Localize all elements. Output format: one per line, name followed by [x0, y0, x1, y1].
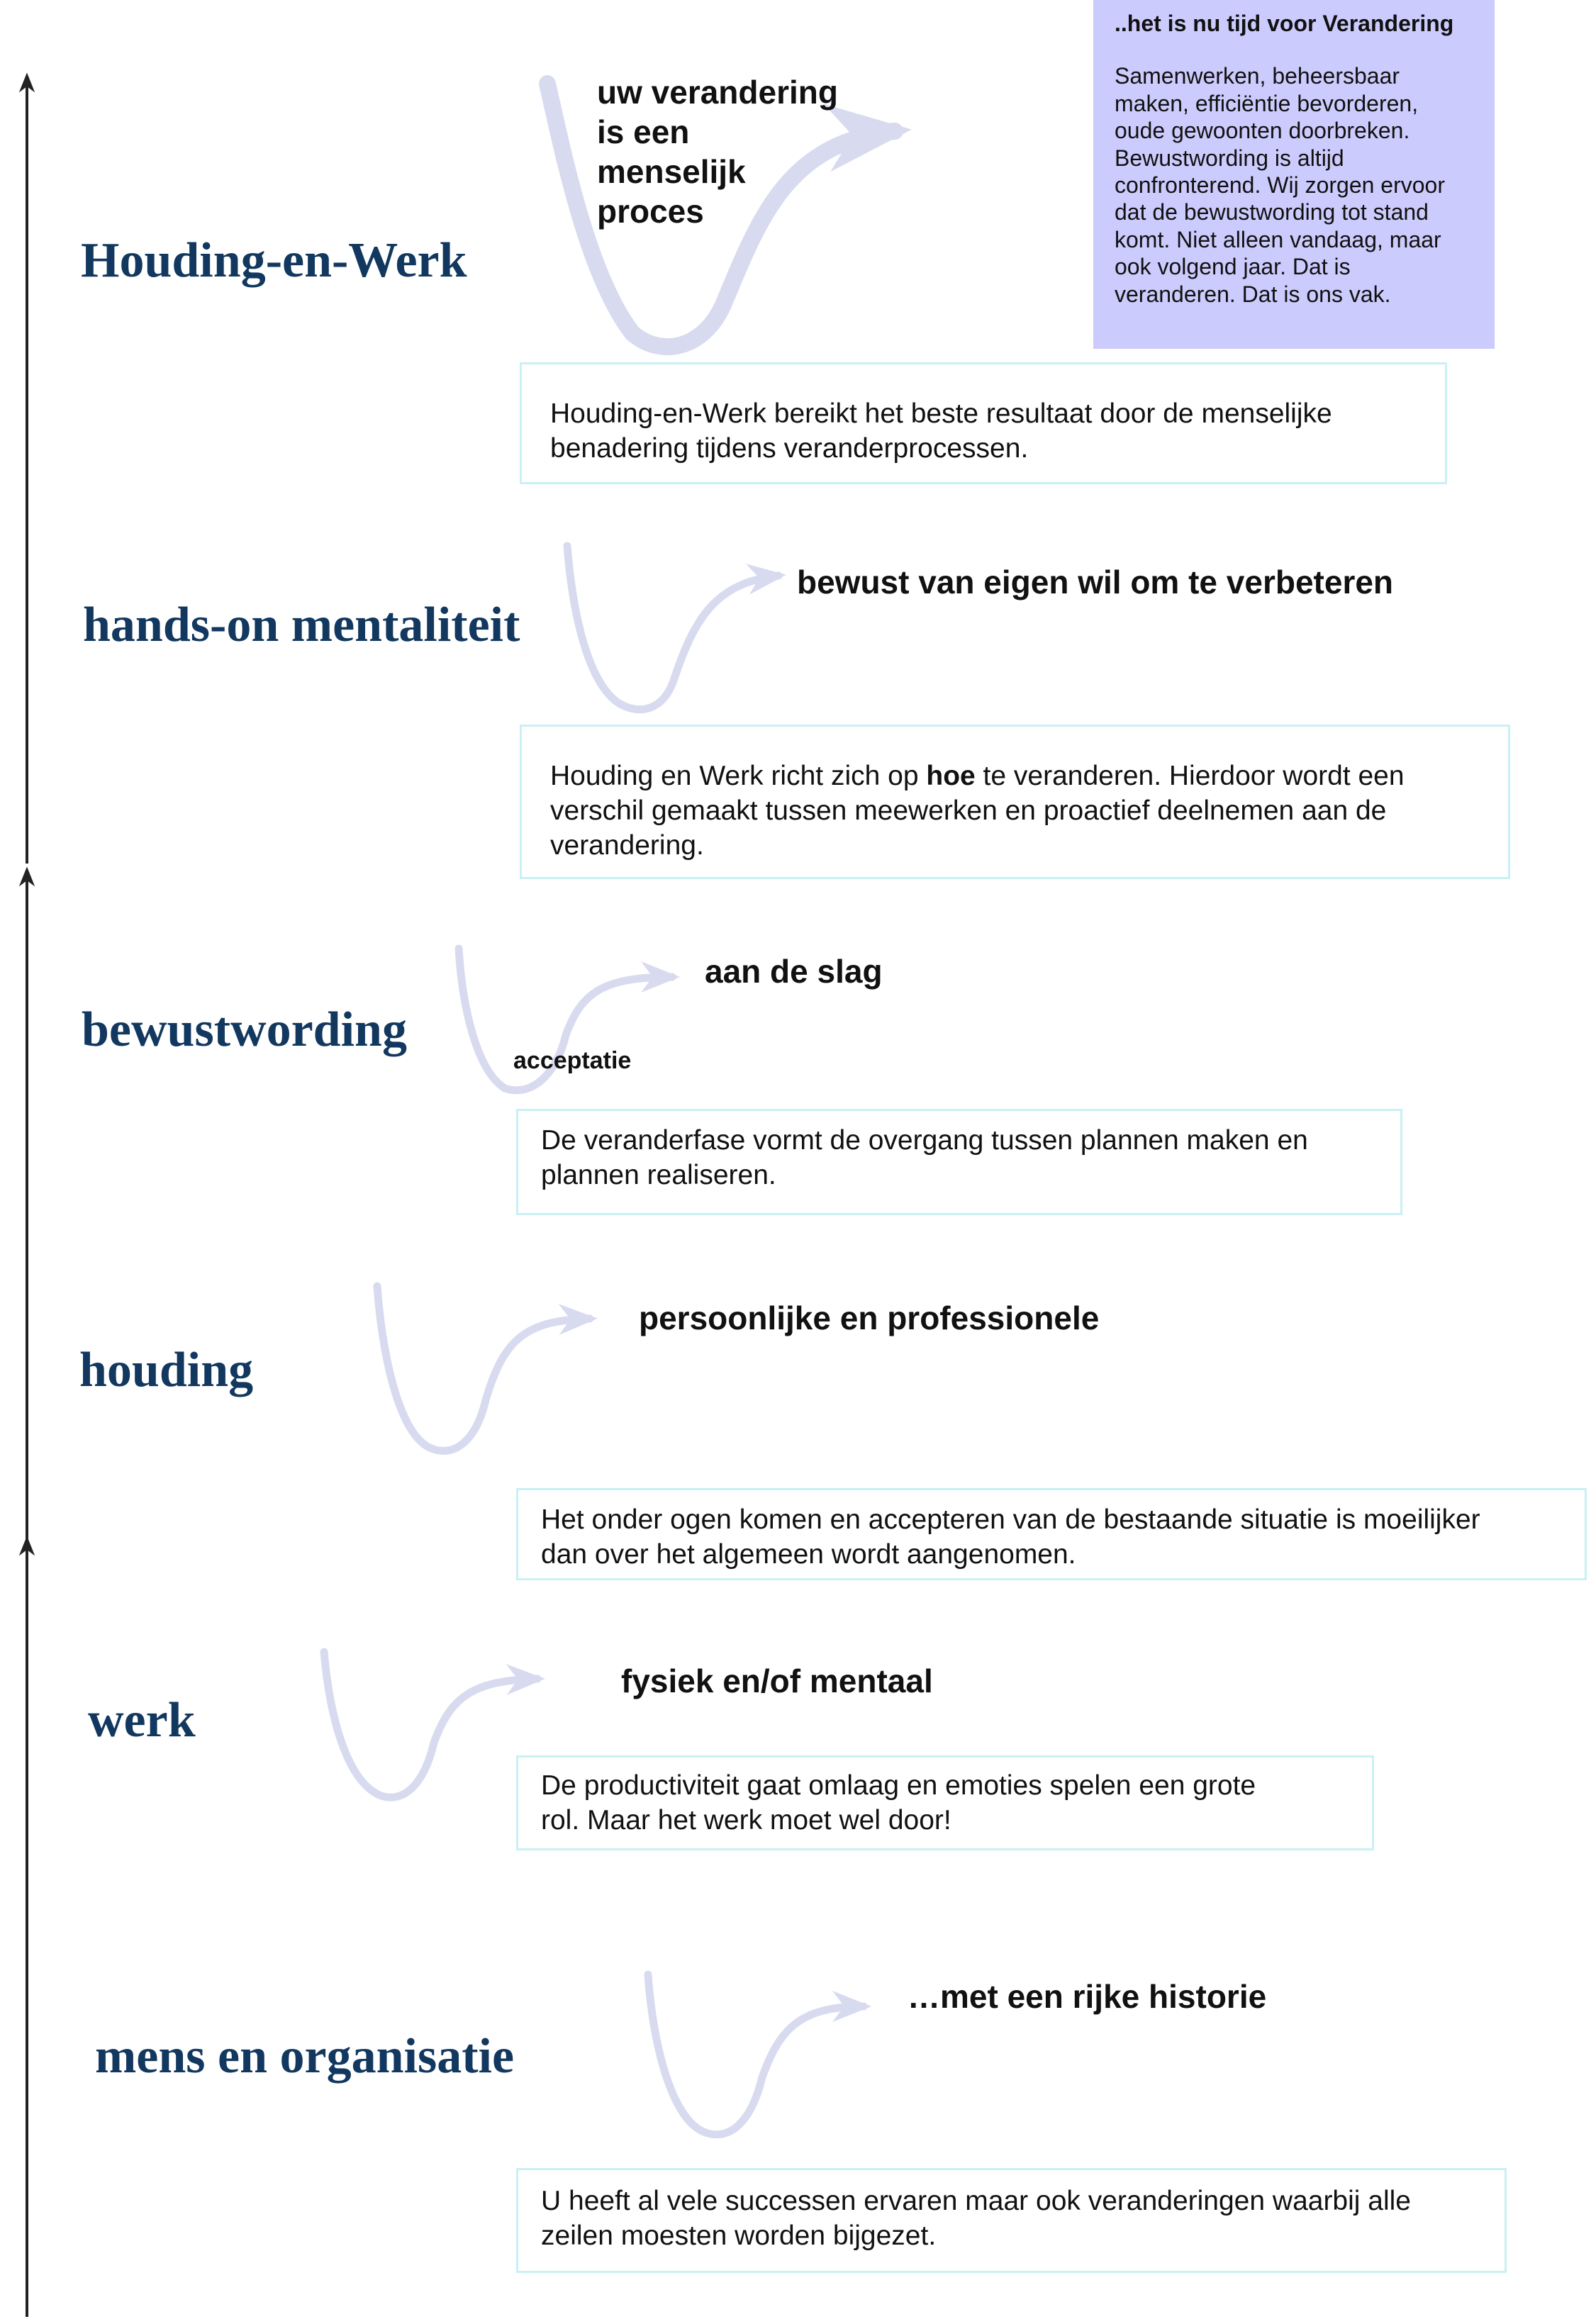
curve-houding: [377, 1286, 590, 1451]
callout-line: dat de bewustwording tot stand: [1115, 199, 1429, 225]
callout-line: veranderen. Dat is ons vak.: [1115, 281, 1391, 307]
stage-heading-houding: houding: [79, 1343, 254, 1397]
callout-box: [1093, 0, 1495, 349]
stage-label-werk: fysiek en/of mentaal: [621, 1663, 933, 1699]
stage-label-mens-en-organisatie: …met een rijke historie: [908, 1978, 1267, 2015]
stage-box-houding: Het onder ogen komen en accepteren van de bestaande situatie is moeilijker dan over het algemeen wordt aangenomen.: [516, 1488, 1587, 1580]
stage-sublabel-acceptatie: acceptatie: [513, 1047, 632, 1074]
callout-line: maken, efficiëntie bevorderen,: [1115, 90, 1419, 116]
stage-box-mens-en-organisatie: U heeft al vele successen ervaren maar ook veranderingen waarbij alle zeilen moesten worden bijgezet.: [516, 2168, 1507, 2273]
stage-label-bewustwording: aan de slag: [705, 953, 883, 990]
stage-box-werk: De productiviteit gaat omlaag en emoties spelen een grote rol. Maar het werk moet wel door!: [516, 1755, 1374, 1850]
stage-label-houding-en-werk: uw verandering is een menselijk proces: [597, 74, 838, 230]
stage-heading-hands-on-mentaliteit: hands-on mentaliteit: [83, 598, 520, 652]
curve-werk: [324, 1652, 537, 1797]
emphasis-hoe: hoe: [926, 761, 976, 791]
callout-line: komt. Niet alleen vandaag, maar: [1115, 226, 1441, 252]
callout-line: Samenwerken, beheersbaar: [1115, 63, 1400, 89]
callout-line: oude gewoonten doorbreken.: [1115, 118, 1410, 144]
stage-heading-werk: werk: [88, 1693, 196, 1748]
callout-line: Bewustwording is altijd: [1115, 145, 1344, 171]
curve-mens-en-organisatie: [648, 1974, 864, 2135]
stage-heading-mens-en-organisatie: mens en organisatie: [95, 2029, 515, 2084]
stage-box-hands-on-mentaliteit: Houding en Werk richt zich op hoe te veranderen. Hierdoor wordt een verschil gemaakt tussen meewerken en proactief deelnemen aan de verandering.: [520, 725, 1510, 879]
stage-heading-bewustwording: bewustwording: [82, 1002, 407, 1057]
stage-label-hands-on-mentaliteit: bewust van eigen wil om te verbeteren: [797, 564, 1394, 600]
callout-line: confronterend. Wij zorgen ervoor: [1115, 172, 1445, 198]
stage-box-houding-en-werk: Houding-en-Werk bereikt het beste resultaat door de menselijke benadering tijdens veranderprocessen.: [520, 362, 1447, 484]
curve-hands-on-mentaliteit: [567, 546, 778, 710]
callout-line: ook volgend jaar. Dat is: [1115, 254, 1351, 280]
stage-box-bewustwording: De veranderfase vormt de overgang tussen plannen maken en plannen realiseren.: [516, 1109, 1402, 1215]
stage-heading-houding-en-werk: Houding-en-Werk: [81, 233, 467, 288]
callout-title: ..het is nu tijd voor Verandering: [1115, 11, 1454, 36]
stage-label-houding: persoonlijke en professionele: [639, 1300, 1100, 1336]
